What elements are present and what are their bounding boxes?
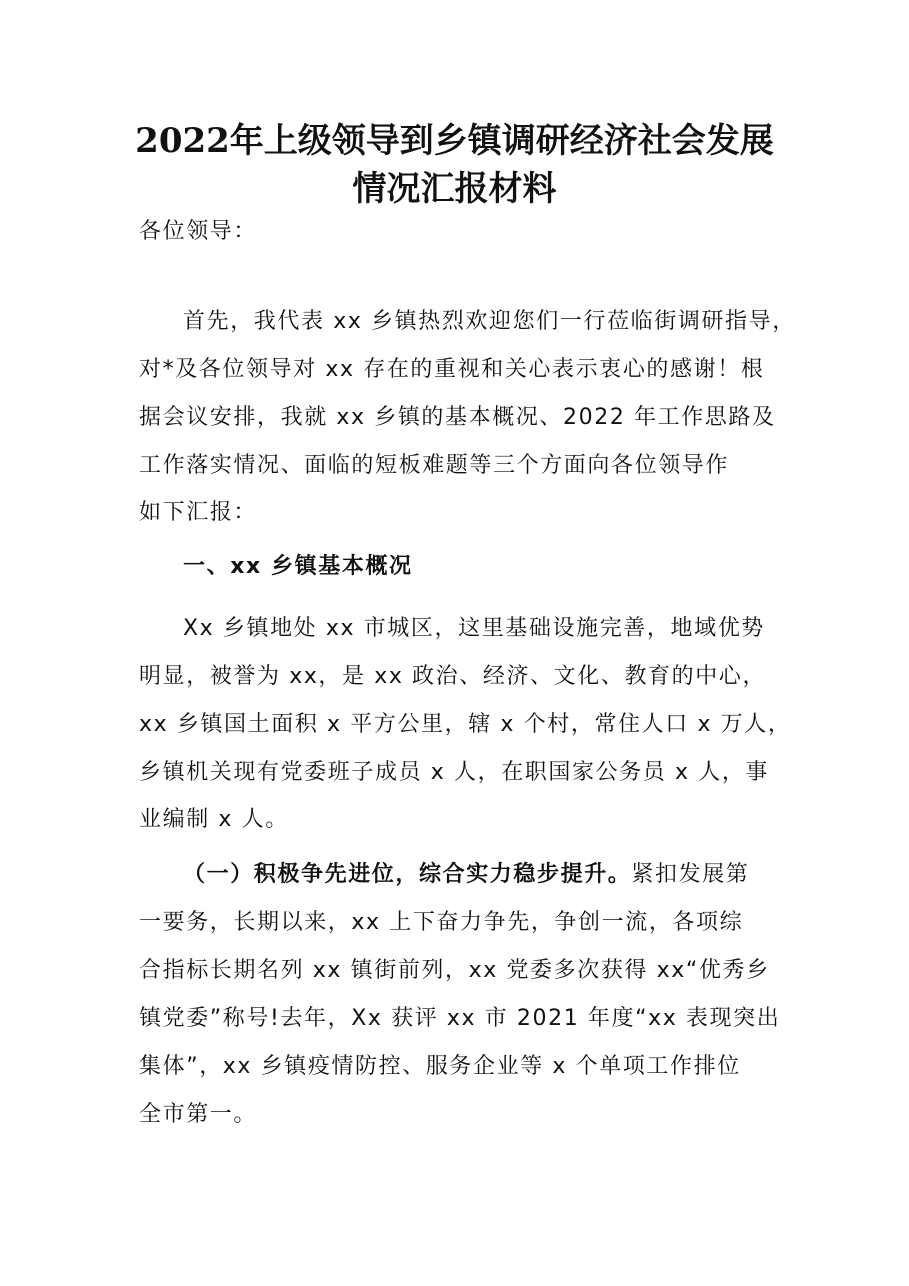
intro-paragraph-line: 首先，我代表 xx 乡镇热烈欢迎您们一行莅临街调研指导， [183,309,796,334]
overview-paragraph-line: 业编制 x 人。 [139,807,289,832]
intro-paragraph-line: 如下汇报： [139,500,258,525]
intro-paragraph-line: 据会议安排，我就 xx 乡镇的基本概况、2022 年工作思路及 [139,405,776,430]
overview-paragraph-line: 乡镇机关现有党委班子成员 x 人，在职国家公务员 x 人，事 [139,760,770,785]
subsection-heading: （一）积极争先进位，综合实力稳步提升。 [183,862,632,887]
overview-paragraph-line: xx 乡镇国土面积 x 平方公里，辖 x 个村，常住人口 x 万人， [139,712,792,737]
overview-paragraph-line: Xx 乡镇地处 xx 市城区，这里基础设施完善，地域优势 [183,616,765,641]
subsection-paragraph-line: 一要务，长期以来，xx 上下奋力争先，争创一流，各项综 [139,910,744,935]
subsection-paragraph-line: 镇党委”称号!去年，Xx 获评 xx 市 2021 年度“xx 表现突出 [139,1006,781,1031]
intro-paragraph-line: 工作落实情况、面临的短板难题等三个方面向各位领导作 [139,453,730,478]
salutation: 各位领导： [139,219,258,244]
subsection-paragraph-line: 全市第一。 [139,1102,258,1127]
overview-paragraph-line: 明显，被誉为 xx，是 xx 政治、经济、文化、教育的中心， [139,664,767,689]
section-heading: 一、xx 乡镇基本概况 [183,554,413,579]
subsection-paragraph-line: 集体”，xx 乡镇疫情防控、服务企业等 x 个单项工作排位 [139,1054,741,1079]
intro-paragraph-line: 对*及各位领导对 xx 存在的重视和关心表示衷心的感谢！根 [139,357,765,382]
subsection-first-line [183,859,749,891]
subsection-paragraph-line: 合指标长期名列 xx 镇街前列，xx 党委多次获得 xx“优秀乡 [139,958,770,983]
subsection-body-start: 紧扣发展第 [631,862,750,887]
document-title-line-1: 2022年上级领导到乡镇调研经济社会发展 [135,121,774,161]
document-title-line-2: 情况汇报材料 [352,169,557,209]
